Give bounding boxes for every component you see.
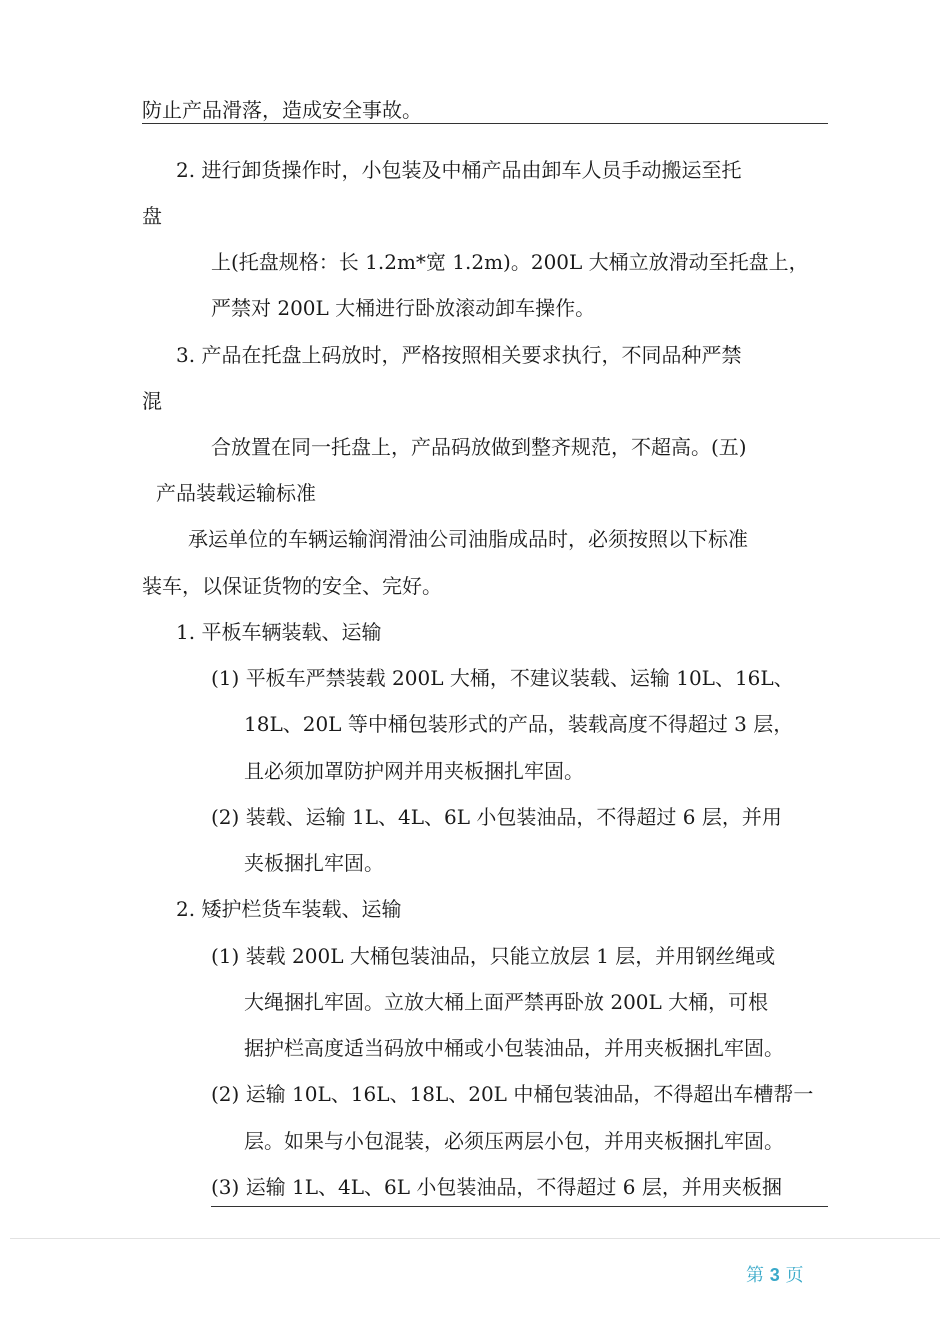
text-line-12: 1. 平板车辆装载、运输 (176, 620, 382, 644)
text-line-8: 合放置在同一托盘上，产品码放做到整齐规范，不超高。(五) (211, 435, 747, 459)
footer-divider (10, 1238, 940, 1239)
text-line-22: (2) 运输 10L、16L、18L、20L 中桶包装油品，不得超出车槽帮一 (211, 1082, 814, 1106)
text-line-16: (2) 装载、运输 1L、4L、6L 小包装油品，不得超过 6 层，并用 (211, 805, 782, 829)
text-line-4: 上(托盘规格：长 1.2m*宽 1.2m)。200L 大桶立放滑动至托盘上， (211, 250, 809, 274)
text-line-10: 承运单位的车辆运输润滑油公司油脂成品时，必须按照以下标准 (188, 527, 748, 551)
text-line-21: 据护栏高度适当码放中桶或小包装油品，并用夹板捆扎牢固。 (244, 1036, 784, 1060)
text-line-17: 夹板捆扎牢固。 (244, 851, 384, 875)
text-line-18: 2. 矮护栏货车装载、运输 (176, 897, 402, 921)
page-footer (746, 1262, 803, 1289)
text-line-13: (1) 平板车严禁装载 200L 大桶，不建议装载、运输 10L、16L、 (211, 666, 794, 690)
top-underline (142, 123, 828, 124)
text-line-2: 2. 进行卸货操作时，小包装及中桶产品由卸车人员手动搬运至托 (176, 158, 742, 182)
text-line-20: 大绳捆扎牢固。立放大桶上面严禁再卧放 200L 大桶，可根 (244, 990, 769, 1014)
bottom-underline (211, 1206, 828, 1207)
text-line-7: 混 (142, 389, 162, 413)
page-prefix: 第 (746, 1265, 764, 1286)
text-line-24: (3) 运输 1L、4L、6L 小包装油品，不得超过 6 层，并用夹板捆 (211, 1175, 782, 1199)
text-line-11: 装车，以保证货物的安全、完好。 (142, 574, 442, 598)
text-line-3: 盘 (142, 204, 162, 228)
text-line-5: 严禁对 200L 大桶进行卧放滚动卸车操作。 (211, 296, 596, 320)
page-number: 3 (769, 1265, 780, 1285)
text-line-19: (1) 装载 200L 大桶包装油品，只能立放层 1 层，并用钢丝绳或 (211, 944, 776, 968)
text-line-6: 3. 产品在托盘上码放时，严格按照相关要求执行，不同品种严禁 (176, 343, 742, 367)
text-line-14: 18L、20L 等中桶包装形式的产品，装载高度不得超过 3 层， (244, 712, 794, 736)
text-line-1: 防止产品滑落，造成安全事故。 (142, 98, 422, 122)
text-line-15: 且必须加罩防护网并用夹板捆扎牢固。 (244, 759, 584, 783)
text-line-23: 层。如果与小包混装，必须压两层小包，并用夹板捆扎牢固。 (244, 1129, 784, 1153)
page-suffix: 页 (785, 1265, 804, 1286)
section-heading: 产品装载运输标准 (156, 481, 316, 505)
